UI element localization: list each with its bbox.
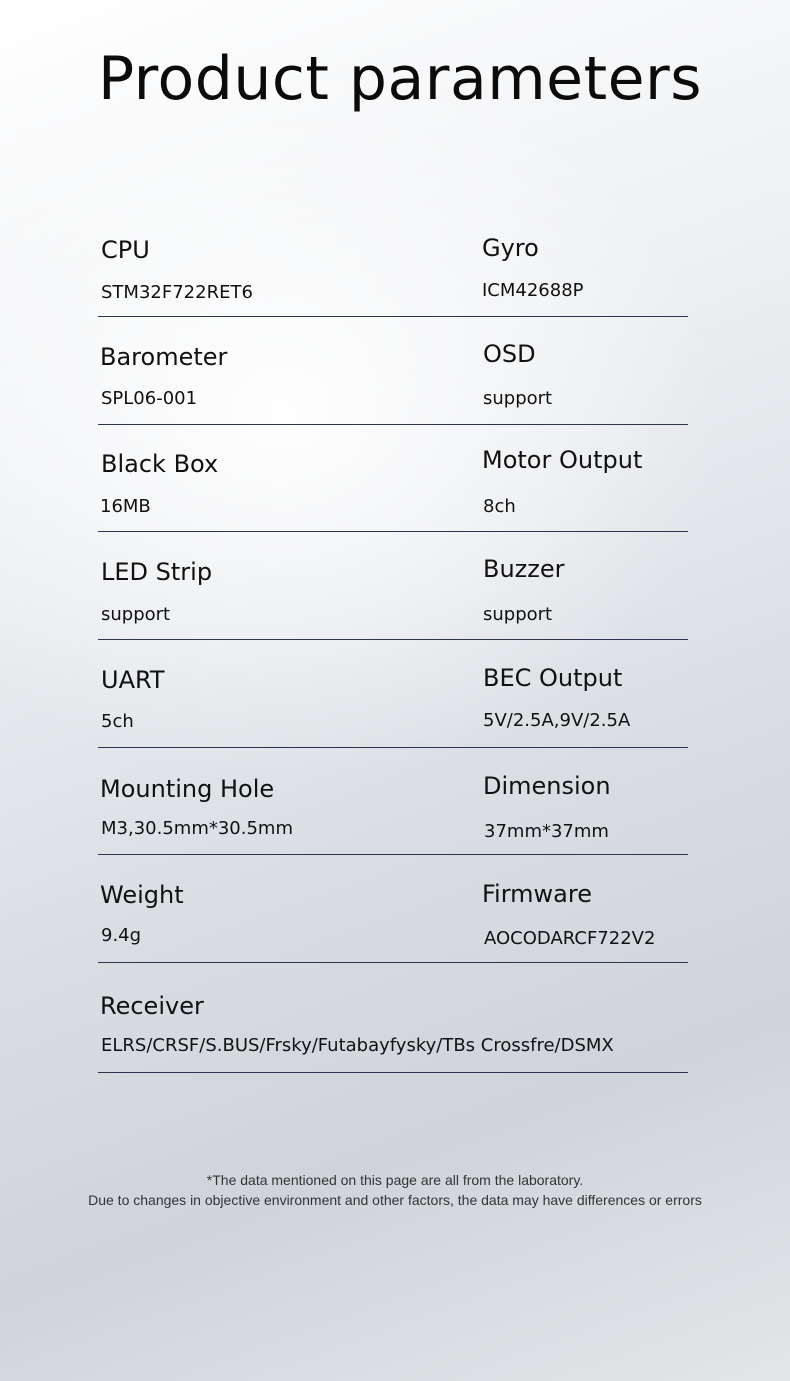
spec-label-black-box: Black Box <box>101 450 219 478</box>
spec-value-led-strip: support <box>101 604 171 625</box>
spec-value-buzzer: support <box>483 604 553 625</box>
spec-row-cpu-gyro <box>98 220 688 317</box>
spec-value-dimension: 37mm*37mm <box>484 821 609 842</box>
spec-label-weight: Weight <box>100 881 184 909</box>
spec-value-firmware: AOCODARCF722V2 <box>484 928 656 949</box>
footer-disclaimer-line-1: *The data mentioned on this page are all from the laboratory. <box>206 1172 584 1188</box>
spec-label-mounting-hole: Mounting Hole <box>100 775 275 803</box>
spec-value-weight: 9.4g <box>101 925 142 946</box>
spec-label-cpu: CPU <box>101 236 150 264</box>
spec-label-gyro: Gyro <box>482 234 539 262</box>
spec-value-black-box: 16MB <box>100 496 151 517</box>
spec-value-motor-output: 8ch <box>483 496 516 517</box>
spec-label-receiver: Receiver <box>100 992 204 1020</box>
spec-row-uart-bec <box>98 639 688 748</box>
spec-row-barometer-osd <box>98 316 688 425</box>
spec-label-osd: OSD <box>483 340 536 368</box>
spec-value-barometer: SPL06-001 <box>101 388 198 409</box>
spec-row-led-buzzer <box>98 531 688 640</box>
spec-value-cpu: STM32F722RET6 <box>101 282 253 303</box>
spec-value-gyro: ICM42688P <box>482 280 584 301</box>
spec-label-uart: UART <box>101 666 165 694</box>
footer-disclaimer-line-2: Due to changes in objective environment and other factors, the data may have differences or errors <box>88 1192 702 1208</box>
spec-label-motor-output: Motor Output <box>482 446 643 474</box>
spec-row-mounting-dimension <box>98 747 688 855</box>
spec-value-receiver: ELRS/CRSF/S.BUS/Frsky/Futabayfysky/TBs Crossfre/DSMX <box>101 1035 614 1056</box>
page-title: Product parameters <box>98 44 702 114</box>
spec-label-firmware: Firmware <box>482 880 592 908</box>
spec-value-bec-output: 5V/2.5A,9V/2.5A <box>483 710 631 731</box>
spec-label-buzzer: Buzzer <box>483 555 565 583</box>
spec-label-led-strip: LED Strip <box>101 558 213 586</box>
spec-value-osd: support <box>483 388 553 409</box>
spec-label-bec-output: BEC Output <box>483 664 623 692</box>
spec-value-uart: 5ch <box>101 711 134 732</box>
spec-row-weight-firmware <box>98 854 688 963</box>
spec-value-mounting-hole: M3,30.5mm*30.5mm <box>101 818 293 839</box>
spec-label-barometer: Barometer <box>100 343 228 371</box>
spec-row-blackbox-motor <box>98 424 688 532</box>
spec-row-receiver <box>98 962 688 1073</box>
spec-label-dimension: Dimension <box>483 772 611 800</box>
